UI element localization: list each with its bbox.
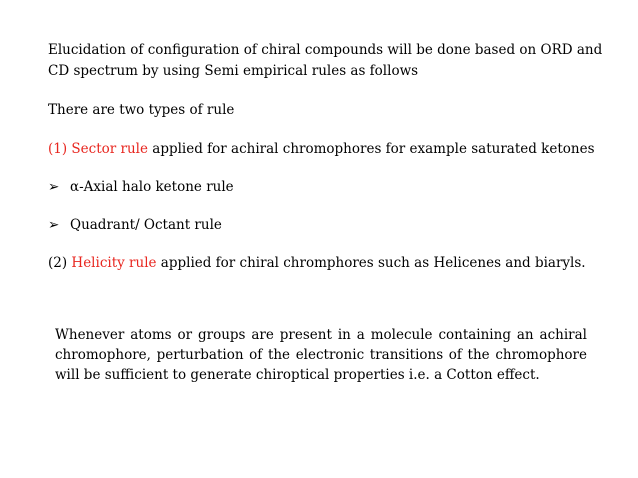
rule-1	[48, 140, 595, 158]
rule-2	[48, 254, 586, 272]
subrule-text: Quadrant/ Octant rule	[70, 217, 222, 233]
subrule-text: α-Axial halo ketone rule	[70, 179, 234, 195]
intro-line-1: Elucidation of configuration of chiral compounds will be done based on ORD and	[48, 42, 603, 58]
cotton-effect-paragraph: Whenever atoms or groups are present in a molecule containing an achiral chromophore, perturbation of the electronic transitions of the chromophore will be sufficient to generate chiroptical properties i.e. a Cotton effect.	[55, 327, 587, 383]
rule-1-name: Sector rule	[71, 141, 148, 157]
rule-2-description: applied for chiral chromphores such as Helicenes and biaryls.	[160, 255, 586, 271]
rule-2-name: Helicity rule	[71, 255, 157, 271]
arrow-bullet-icon: ➢	[48, 179, 60, 195]
arrow-bullet-icon: ➢	[48, 217, 60, 233]
rule-1-description: applied for achiral chromophores for example saturated ketones	[152, 141, 595, 157]
rule-1-number: (1)	[48, 141, 68, 157]
rule-2-number: (2)	[48, 255, 68, 271]
subrule-item	[48, 216, 222, 234]
intro-line-2: CD spectrum by using Semi empirical rules as follows	[48, 63, 419, 79]
subrule-item	[48, 178, 234, 196]
types-heading: There are two types of rule	[48, 102, 235, 118]
